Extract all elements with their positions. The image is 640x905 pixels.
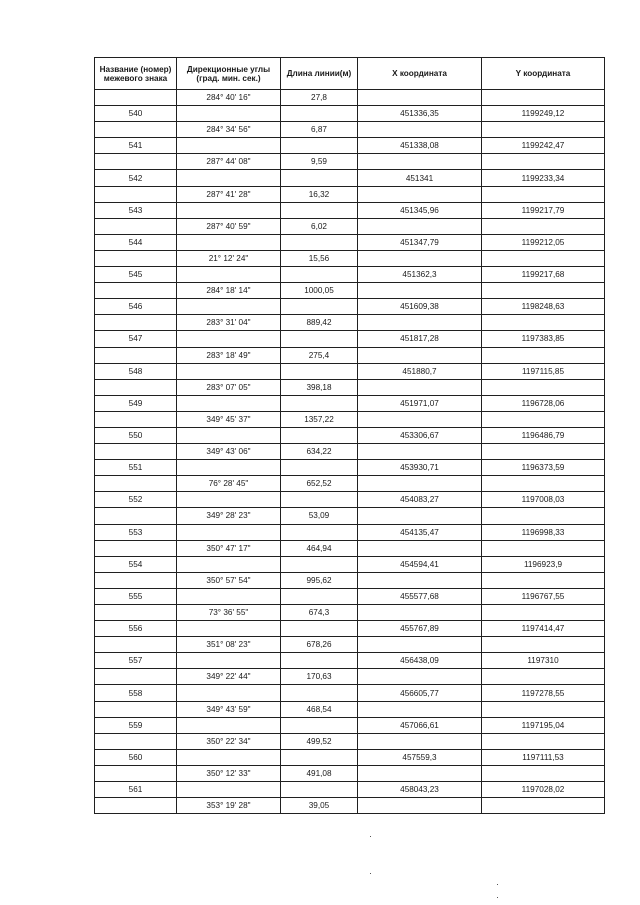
cell-name: 544 xyxy=(95,234,177,250)
cell-x: 451880,7 xyxy=(358,363,482,379)
table-row xyxy=(95,637,605,653)
cell-y: 1196486,79 xyxy=(482,427,605,443)
cell-y: 1199233,34 xyxy=(482,170,605,186)
table-body xyxy=(95,90,605,814)
header-angle-line-1: Дирекционные углы xyxy=(186,64,271,74)
cell-length: 15,56 xyxy=(281,250,358,266)
cell-length: 1000,05 xyxy=(281,283,358,299)
cell-length: 170,63 xyxy=(281,669,358,685)
cell-x: 453306,67 xyxy=(358,427,482,443)
cell-angle: 349° 43' 06" xyxy=(177,444,281,460)
cell-length: 39,05 xyxy=(281,798,358,814)
cell-angle: 73° 36' 55" xyxy=(177,605,281,621)
cell-angle xyxy=(177,299,281,315)
table-row xyxy=(95,749,605,765)
cell-angle xyxy=(177,363,281,379)
table-row xyxy=(95,572,605,588)
cell-y xyxy=(482,186,605,202)
cell-y: 1196373,59 xyxy=(482,460,605,476)
cell-y xyxy=(482,798,605,814)
cell-length xyxy=(281,621,358,637)
cell-length: 6,02 xyxy=(281,218,358,234)
table-row xyxy=(95,717,605,733)
cell-length xyxy=(281,395,358,411)
cell-angle: 350° 57' 54" xyxy=(177,572,281,588)
cell-x xyxy=(358,379,482,395)
cell-length xyxy=(281,299,358,315)
cell-length: 9,59 xyxy=(281,154,358,170)
cell-angle: 21° 12' 24" xyxy=(177,250,281,266)
cell-name xyxy=(95,637,177,653)
cell-x xyxy=(358,765,482,781)
cell-angle: 349° 43' 59" xyxy=(177,701,281,717)
cell-x: 453930,71 xyxy=(358,460,482,476)
cell-name: 545 xyxy=(95,267,177,283)
cell-length: 491,08 xyxy=(281,765,358,781)
cell-y: 1199212,05 xyxy=(482,234,605,250)
cell-x xyxy=(358,605,482,621)
cell-x xyxy=(358,283,482,299)
cell-name: 548 xyxy=(95,363,177,379)
table-row xyxy=(95,701,605,717)
cell-x: 451362,3 xyxy=(358,267,482,283)
cell-name: 560 xyxy=(95,749,177,765)
cell-angle: 349° 22' 44" xyxy=(177,669,281,685)
cell-name xyxy=(95,250,177,266)
cell-x xyxy=(358,637,482,653)
cell-angle xyxy=(177,395,281,411)
cell-x: 451817,28 xyxy=(358,331,482,347)
cell-x: 456438,09 xyxy=(358,653,482,669)
table-row xyxy=(95,556,605,572)
cell-y xyxy=(482,540,605,556)
cell-x: 455577,68 xyxy=(358,588,482,604)
table-row xyxy=(95,299,605,315)
cell-angle: 351° 08' 23" xyxy=(177,637,281,653)
cell-x: 456605,77 xyxy=(358,685,482,701)
cell-x xyxy=(358,508,482,524)
cell-name: 554 xyxy=(95,556,177,572)
cell-name xyxy=(95,605,177,621)
cell-name: 553 xyxy=(95,524,177,540)
cell-angle: 350° 22' 34" xyxy=(177,733,281,749)
cell-name xyxy=(95,444,177,460)
cell-name: 557 xyxy=(95,653,177,669)
cell-y xyxy=(482,218,605,234)
cell-y: 1196998,33 xyxy=(482,524,605,540)
cell-name xyxy=(95,701,177,717)
cell-length xyxy=(281,749,358,765)
cell-name: 558 xyxy=(95,685,177,701)
cell-angle xyxy=(177,492,281,508)
cell-length xyxy=(281,782,358,798)
cell-length xyxy=(281,170,358,186)
cell-angle xyxy=(177,138,281,154)
cell-angle: 283° 07' 05" xyxy=(177,379,281,395)
cell-x: 451338,08 xyxy=(358,138,482,154)
table-row xyxy=(95,508,605,524)
table-row xyxy=(95,588,605,604)
cell-angle: 353° 19' 28" xyxy=(177,798,281,814)
cell-angle: 287° 40' 59" xyxy=(177,218,281,234)
scan-speck xyxy=(497,884,498,885)
cell-length: 674,3 xyxy=(281,605,358,621)
table-row xyxy=(95,138,605,154)
cell-name xyxy=(95,540,177,556)
cell-x xyxy=(358,218,482,234)
cell-x xyxy=(358,701,482,717)
table-row xyxy=(95,540,605,556)
table-row xyxy=(95,653,605,669)
cell-length: 6,87 xyxy=(281,122,358,138)
cell-length xyxy=(281,267,358,283)
cell-y xyxy=(482,347,605,363)
table-row xyxy=(95,234,605,250)
cell-y xyxy=(482,669,605,685)
table-row xyxy=(95,90,605,106)
table-row xyxy=(95,476,605,492)
table-row xyxy=(95,218,605,234)
table-row xyxy=(95,427,605,443)
cell-y xyxy=(482,605,605,621)
cell-length xyxy=(281,202,358,218)
table-row xyxy=(95,782,605,798)
cell-angle xyxy=(177,460,281,476)
cell-name: 546 xyxy=(95,299,177,315)
cell-x xyxy=(358,572,482,588)
table-row xyxy=(95,154,605,170)
table-row xyxy=(95,621,605,637)
cell-angle: 284° 18' 14" xyxy=(177,283,281,299)
cell-y: 1197310 xyxy=(482,653,605,669)
cell-length xyxy=(281,138,358,154)
cell-name xyxy=(95,315,177,331)
cell-y xyxy=(482,283,605,299)
cell-name: 540 xyxy=(95,106,177,122)
cell-x xyxy=(358,154,482,170)
cell-y xyxy=(482,765,605,781)
cell-name xyxy=(95,283,177,299)
cell-angle xyxy=(177,556,281,572)
cell-y: 1199217,68 xyxy=(482,267,605,283)
cell-angle: 283° 31' 04" xyxy=(177,315,281,331)
cell-angle xyxy=(177,331,281,347)
cell-y xyxy=(482,411,605,427)
cell-name: 559 xyxy=(95,717,177,733)
table-row xyxy=(95,186,605,202)
table-row xyxy=(95,395,605,411)
cell-x xyxy=(358,250,482,266)
cell-x xyxy=(358,347,482,363)
cell-length: 634,22 xyxy=(281,444,358,460)
scan-speck xyxy=(497,897,498,898)
cell-angle: 284° 34' 56" xyxy=(177,122,281,138)
cell-angle xyxy=(177,106,281,122)
cell-name: 555 xyxy=(95,588,177,604)
cell-y xyxy=(482,250,605,266)
cell-y xyxy=(482,637,605,653)
cell-length xyxy=(281,717,358,733)
cell-angle xyxy=(177,621,281,637)
cell-length xyxy=(281,427,358,443)
cell-y: 1197195,04 xyxy=(482,717,605,733)
table-row xyxy=(95,669,605,685)
cell-x: 454083,27 xyxy=(358,492,482,508)
table-row xyxy=(95,444,605,460)
header-angle xyxy=(177,58,281,90)
header-length: Длина линии(м) xyxy=(281,58,358,90)
cell-x xyxy=(358,540,482,556)
cell-y: 1197111,53 xyxy=(482,749,605,765)
table-row xyxy=(95,363,605,379)
cell-name: 541 xyxy=(95,138,177,154)
cell-name: 561 xyxy=(95,782,177,798)
cell-name: 549 xyxy=(95,395,177,411)
cell-length: 889,42 xyxy=(281,315,358,331)
cell-angle xyxy=(177,653,281,669)
cell-y: 1199249,12 xyxy=(482,106,605,122)
cell-length xyxy=(281,556,358,572)
cell-length: 398,18 xyxy=(281,379,358,395)
table-row xyxy=(95,765,605,781)
cell-name xyxy=(95,154,177,170)
header-name-line-2: межевого знака xyxy=(103,73,168,83)
cell-x xyxy=(358,315,482,331)
cell-y xyxy=(482,476,605,492)
cell-angle xyxy=(177,170,281,186)
table-row xyxy=(95,524,605,540)
cell-length: 27,8 xyxy=(281,90,358,106)
cell-name xyxy=(95,347,177,363)
cell-angle: 349° 28' 23" xyxy=(177,508,281,524)
cell-length: 1357,22 xyxy=(281,411,358,427)
table-row xyxy=(95,170,605,186)
cell-length: 16,32 xyxy=(281,186,358,202)
cell-length: 652,52 xyxy=(281,476,358,492)
table-row xyxy=(95,733,605,749)
cell-angle xyxy=(177,427,281,443)
cell-y: 1199217,79 xyxy=(482,202,605,218)
cell-angle xyxy=(177,749,281,765)
cell-y xyxy=(482,315,605,331)
cell-angle xyxy=(177,524,281,540)
cell-length xyxy=(281,331,358,347)
cell-length xyxy=(281,524,358,540)
header-name-line-1: Название (номер) xyxy=(99,64,172,74)
cell-x: 451347,79 xyxy=(358,234,482,250)
table-row xyxy=(95,379,605,395)
table-header-row xyxy=(95,58,605,90)
cell-x xyxy=(358,90,482,106)
cell-y: 1197383,85 xyxy=(482,331,605,347)
cell-length: 499,52 xyxy=(281,733,358,749)
cell-y xyxy=(482,90,605,106)
cell-y xyxy=(482,154,605,170)
table-row xyxy=(95,250,605,266)
cell-name xyxy=(95,379,177,395)
scan-speck xyxy=(370,873,371,874)
table-row xyxy=(95,122,605,138)
cell-x xyxy=(358,411,482,427)
cell-angle: 350° 47' 17" xyxy=(177,540,281,556)
cell-length xyxy=(281,234,358,250)
cell-x: 451336,35 xyxy=(358,106,482,122)
cell-y: 1197028,02 xyxy=(482,782,605,798)
cell-x: 451971,07 xyxy=(358,395,482,411)
cell-name xyxy=(95,90,177,106)
cell-x: 451345,96 xyxy=(358,202,482,218)
cell-y: 1196923,9 xyxy=(482,556,605,572)
cell-angle: 349° 45' 37" xyxy=(177,411,281,427)
cell-length xyxy=(281,653,358,669)
header-x: X координата xyxy=(358,58,482,90)
cell-y xyxy=(482,444,605,460)
cell-angle: 350° 12' 33" xyxy=(177,765,281,781)
table-row xyxy=(95,685,605,701)
cell-name xyxy=(95,122,177,138)
cell-name xyxy=(95,733,177,749)
cell-x xyxy=(358,122,482,138)
table-row xyxy=(95,347,605,363)
cell-x: 454135,47 xyxy=(358,524,482,540)
cell-length xyxy=(281,363,358,379)
cell-name: 550 xyxy=(95,427,177,443)
table-row xyxy=(95,605,605,621)
cell-x xyxy=(358,669,482,685)
cell-angle: 284° 40' 16" xyxy=(177,90,281,106)
table-row xyxy=(95,106,605,122)
cell-x: 451341 xyxy=(358,170,482,186)
table-row xyxy=(95,798,605,814)
cell-x xyxy=(358,186,482,202)
cell-name: 547 xyxy=(95,331,177,347)
cell-y xyxy=(482,572,605,588)
cell-angle: 287° 41' 28" xyxy=(177,186,281,202)
cell-x xyxy=(358,444,482,460)
cell-x: 454594,41 xyxy=(358,556,482,572)
cell-angle xyxy=(177,267,281,283)
cell-y: 1197008,03 xyxy=(482,492,605,508)
table-row xyxy=(95,492,605,508)
cell-x: 457559,3 xyxy=(358,749,482,765)
boundary-coordinates-table xyxy=(94,57,605,814)
cell-x: 455767,89 xyxy=(358,621,482,637)
table-row xyxy=(95,315,605,331)
cell-angle xyxy=(177,717,281,733)
cell-name xyxy=(95,411,177,427)
cell-name: 556 xyxy=(95,621,177,637)
cell-length: 275,4 xyxy=(281,347,358,363)
cell-y: 1196767,55 xyxy=(482,588,605,604)
header-y: Y координата xyxy=(482,58,605,90)
cell-y xyxy=(482,701,605,717)
cell-length xyxy=(281,588,358,604)
cell-x xyxy=(358,733,482,749)
cell-y xyxy=(482,379,605,395)
cell-y xyxy=(482,733,605,749)
cell-x: 457066,61 xyxy=(358,717,482,733)
table-row xyxy=(95,267,605,283)
cell-name xyxy=(95,669,177,685)
cell-y xyxy=(482,122,605,138)
cell-name: 543 xyxy=(95,202,177,218)
cell-angle xyxy=(177,685,281,701)
cell-name xyxy=(95,572,177,588)
cell-name xyxy=(95,508,177,524)
cell-name: 552 xyxy=(95,492,177,508)
cell-name: 542 xyxy=(95,170,177,186)
cell-name xyxy=(95,765,177,781)
cell-x xyxy=(358,476,482,492)
cell-length xyxy=(281,685,358,701)
cell-y: 1196728,06 xyxy=(482,395,605,411)
table-row xyxy=(95,283,605,299)
cell-y: 1197115,85 xyxy=(482,363,605,379)
cell-length: 468,54 xyxy=(281,701,358,717)
cell-length: 678,26 xyxy=(281,637,358,653)
cell-length xyxy=(281,460,358,476)
cell-name: 551 xyxy=(95,460,177,476)
cell-length: 995,62 xyxy=(281,572,358,588)
cell-angle xyxy=(177,234,281,250)
cell-y: 1197414,47 xyxy=(482,621,605,637)
cell-length xyxy=(281,492,358,508)
cell-name xyxy=(95,798,177,814)
cell-x: 458043,23 xyxy=(358,782,482,798)
table-row xyxy=(95,331,605,347)
table-row xyxy=(95,202,605,218)
cell-name xyxy=(95,186,177,202)
cell-x xyxy=(358,798,482,814)
cell-name xyxy=(95,218,177,234)
scan-speck xyxy=(370,836,371,837)
table-row xyxy=(95,411,605,427)
cell-angle: 287° 44' 08" xyxy=(177,154,281,170)
cell-length: 53,09 xyxy=(281,508,358,524)
table-row xyxy=(95,460,605,476)
cell-y xyxy=(482,508,605,524)
header-angle-line-2: (град. мин. сек.) xyxy=(196,73,261,83)
cell-x: 451609,38 xyxy=(358,299,482,315)
cell-angle: 76° 28' 45" xyxy=(177,476,281,492)
cell-y: 1197278,55 xyxy=(482,685,605,701)
cell-length xyxy=(281,106,358,122)
cell-name xyxy=(95,476,177,492)
cell-angle: 283° 18' 49" xyxy=(177,347,281,363)
cell-angle xyxy=(177,782,281,798)
cell-angle xyxy=(177,202,281,218)
header-name xyxy=(95,58,177,90)
cell-length: 464,94 xyxy=(281,540,358,556)
cell-y: 1199242,47 xyxy=(482,138,605,154)
cell-angle xyxy=(177,588,281,604)
cell-y: 1198248,63 xyxy=(482,299,605,315)
